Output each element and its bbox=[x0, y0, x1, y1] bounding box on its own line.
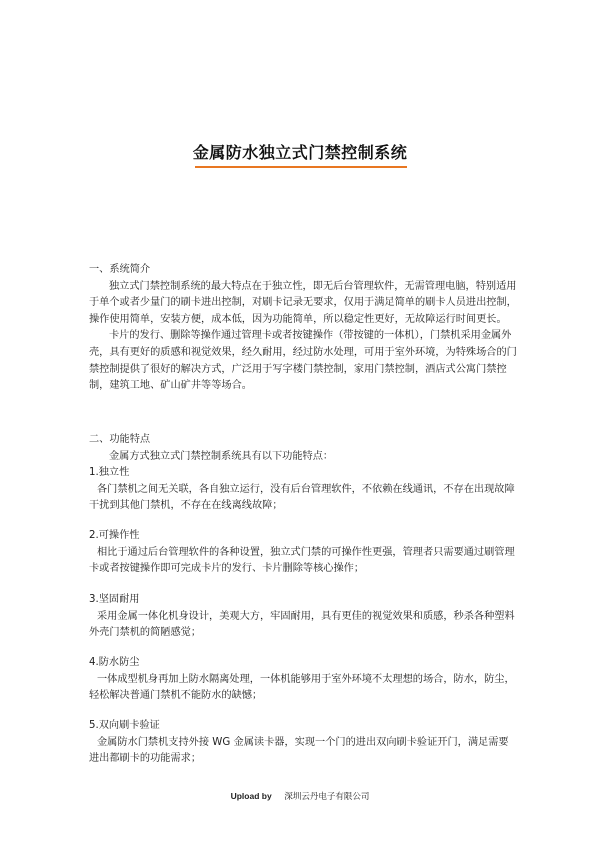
feature-item bbox=[89, 592, 517, 642]
feature-item bbox=[89, 528, 517, 578]
feature-label: 5.双向刷卡验证 bbox=[89, 720, 160, 731]
paragraph: 卡片的发行、删除等操作通过管理卡或者按键操作（带按键的一体机），门禁机采用金属外壳，具有更好的质感和视觉效果，经久耐用，经过防水处理，可用于室外环境，为特殊场合的门禁控制提供了很好的解决方式，广泛用于写字楼门禁控制，家用门禁控制，酒店式公寓门禁控制，建筑工地、矿山矿井等等场合。 bbox=[89, 330, 517, 392]
feature-label: 2.可操作性 bbox=[89, 530, 140, 541]
feature-label: 3.坚固耐用 bbox=[89, 594, 140, 605]
feature-text: 采用金属一体化机身设计，美观大方，牢固耐用，具有更佳的视觉效果和质感，秒杀各种塑料外壳门禁机的简陋感觉； bbox=[89, 610, 515, 639]
section-system-intro bbox=[89, 262, 517, 395]
title-underline bbox=[195, 166, 407, 168]
feature-item bbox=[89, 718, 517, 768]
section-heading: 一、系统简介 bbox=[89, 264, 151, 275]
upload-label: Upload by bbox=[230, 791, 272, 801]
feature-text: 相比于通过后台管理软件的各种设置，独立式门禁的可操作性更强，管理者只需要通过刷管理卡或者按键操作即可完成卡片的发行、卡片删除等核心操作； bbox=[89, 546, 515, 575]
page-footer bbox=[0, 790, 600, 802]
document-title: 金属防水独立式门禁控制系统 bbox=[192, 143, 408, 162]
feature-item bbox=[89, 465, 517, 515]
feature-text: 各门禁机之间无关联，各自独立运行，没有后台管理软件，不依赖在线通讯，不存在出现故障干扰到其他门禁机，不存在在线离线故障； bbox=[89, 483, 515, 512]
company-name: 深圳云丹电子有限公司 bbox=[284, 792, 370, 802]
feature-text: 金属防水门禁机支持外接 WG 金属读卡器，实现一个门的进出双向刷卡验证开门，满足需要进出都刷卡的功能需求； bbox=[89, 736, 509, 765]
feature-label: 4.防水防尘 bbox=[89, 657, 140, 668]
feature-label: 1.独立性 bbox=[89, 467, 130, 478]
section-heading: 二、功能特点 bbox=[89, 434, 151, 445]
paragraph: 独立式门禁控制系统的最大特点在于独立性，即无后台管理软件，无需管理电脑，特别适用于单个或者少量门的刷卡进出控制，对刷卡记录无要求，仅用于满足简单的刷卡人员进出控制，操作使用简单，安装方便，成本低，因为功能简单，所以稳定性更好，无故障运行时间更长。 bbox=[89, 280, 517, 325]
feature-text: 一体成型机身再加上防水隔离处理，一体机能够用于室外环境不太理想的场合，防水，防尘，轻松解决普通门禁机不能防水的缺憾； bbox=[89, 673, 515, 702]
section-features bbox=[89, 432, 517, 465]
feature-item bbox=[89, 655, 517, 705]
paragraph: 金属方式独立式门禁控制系统具有以下功能特点： bbox=[109, 450, 334, 462]
